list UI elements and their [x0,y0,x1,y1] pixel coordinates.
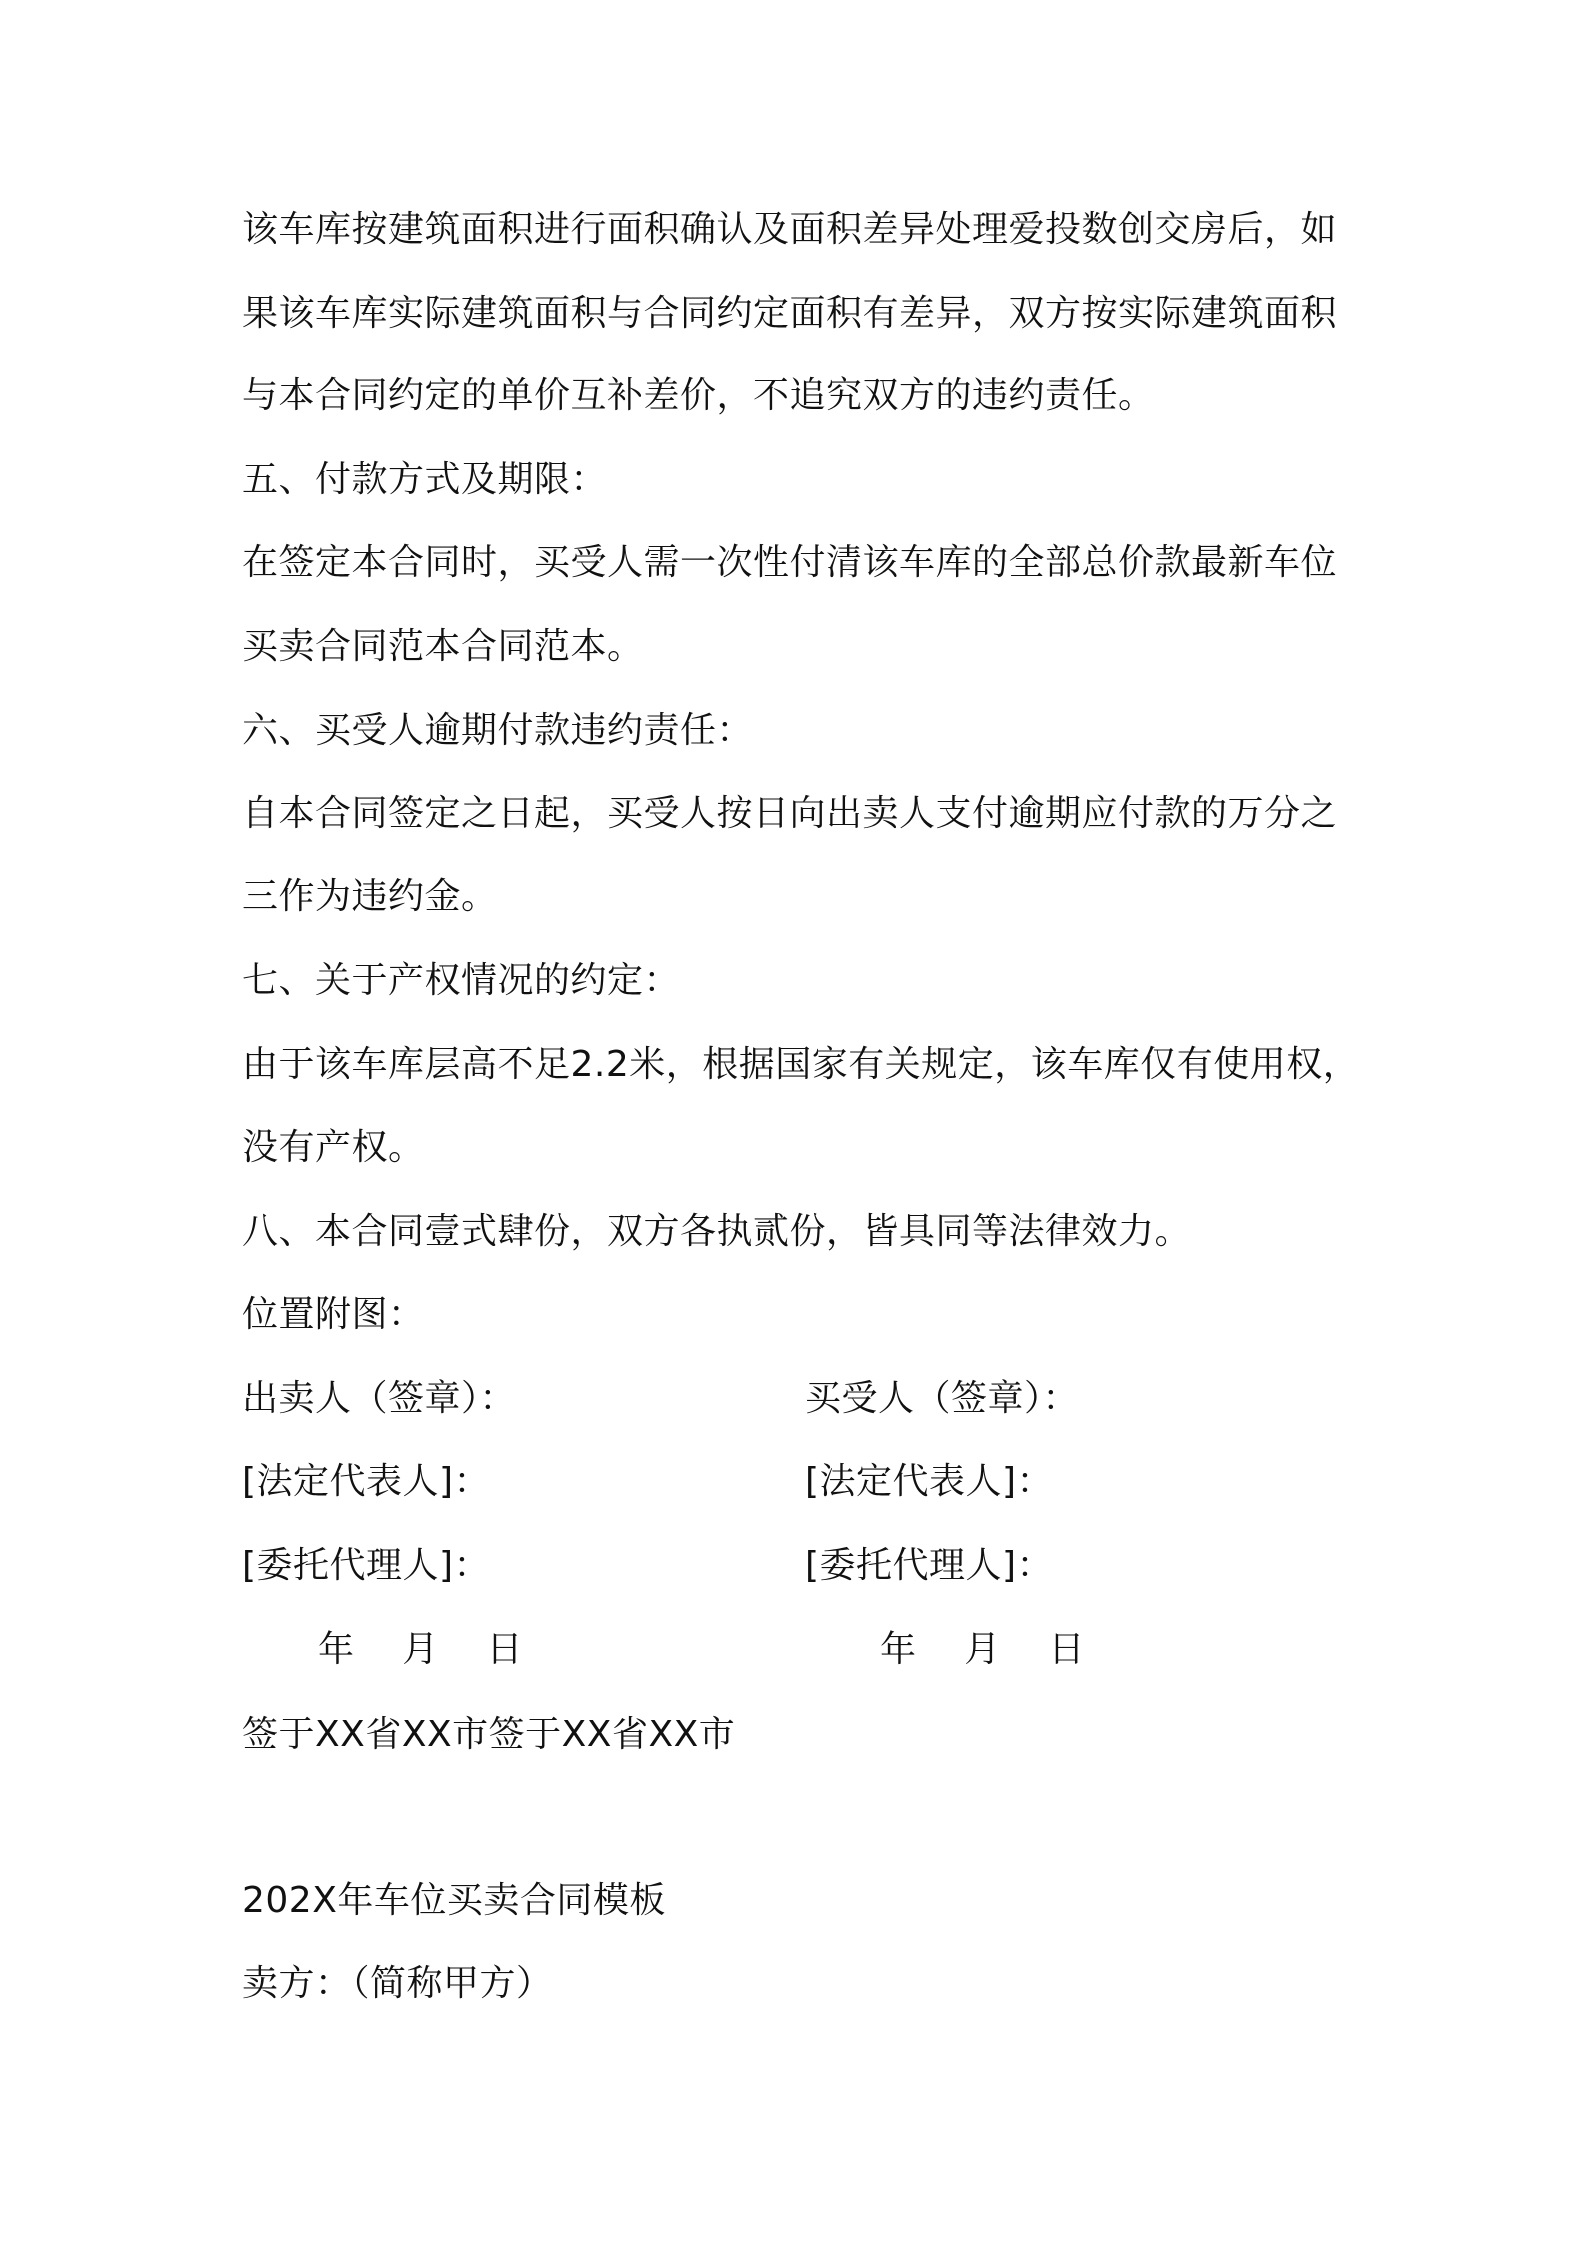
signed-location: 签于XX省XX市签于XX省XX市 [242,1714,736,1755]
buyer-date-label: 年 月 日 [880,1629,1086,1670]
section-heading: 六、买受人逾期付款违约责任： [242,710,754,751]
paragraph-line: 在签定本合同时，买受人需一次性付清该车库的全部总价款最新车位 [242,542,1338,583]
paragraph-line: 由于该车库层高不足2.2米，根据国家有关规定，该车库仅有使用权， [242,1044,1360,1085]
paragraph-line: 三作为违约金。 [242,876,498,917]
paragraph-line: 该车库按建筑面积进行面积确认及面积差异处理爱投数创交房后，如 [242,209,1338,250]
section-heading: 七、关于产权情况的约定： [242,960,681,1001]
paragraph-line: 没有产权。 [242,1127,425,1168]
paragraph-line: 自本合同签定之日起，买受人按日向出卖人支付逾期应付款的万分之 [242,793,1338,834]
seller-legal-rep-label: [法定代表人]： [242,1461,491,1502]
seller-agent-label: [委托代理人]： [242,1545,491,1586]
next-document-title: 202X年车位买卖合同模板 [242,1880,666,1921]
paragraph-line: 与本合同约定的单价互补差价，不追究双方的违约责任。 [242,375,1155,416]
section-heading: 八、本合同壹式肆份，双方各执贰份，皆具同等法律效力。 [242,1211,1192,1252]
section-heading: 五、付款方式及期限： [242,459,608,500]
next-document-party: 卖方：（简称甲方） [242,1963,553,2004]
seller-date-label: 年 月 日 [318,1629,524,1670]
buyer-agent-label: [委托代理人]： [805,1545,1054,1586]
paragraph-line: 买卖合同范本合同范本。 [242,626,644,667]
seller-signature-label: 出卖人（签章）： [242,1378,517,1419]
paragraph-line: 果该车库实际建筑面积与合同约定面积有差异，双方按实际建筑面积 [242,293,1338,334]
buyer-signature-label: 买受人（签章）： [805,1378,1080,1419]
attachment-label: 位置附图： [242,1294,425,1335]
buyer-legal-rep-label: [法定代表人]： [805,1461,1054,1502]
